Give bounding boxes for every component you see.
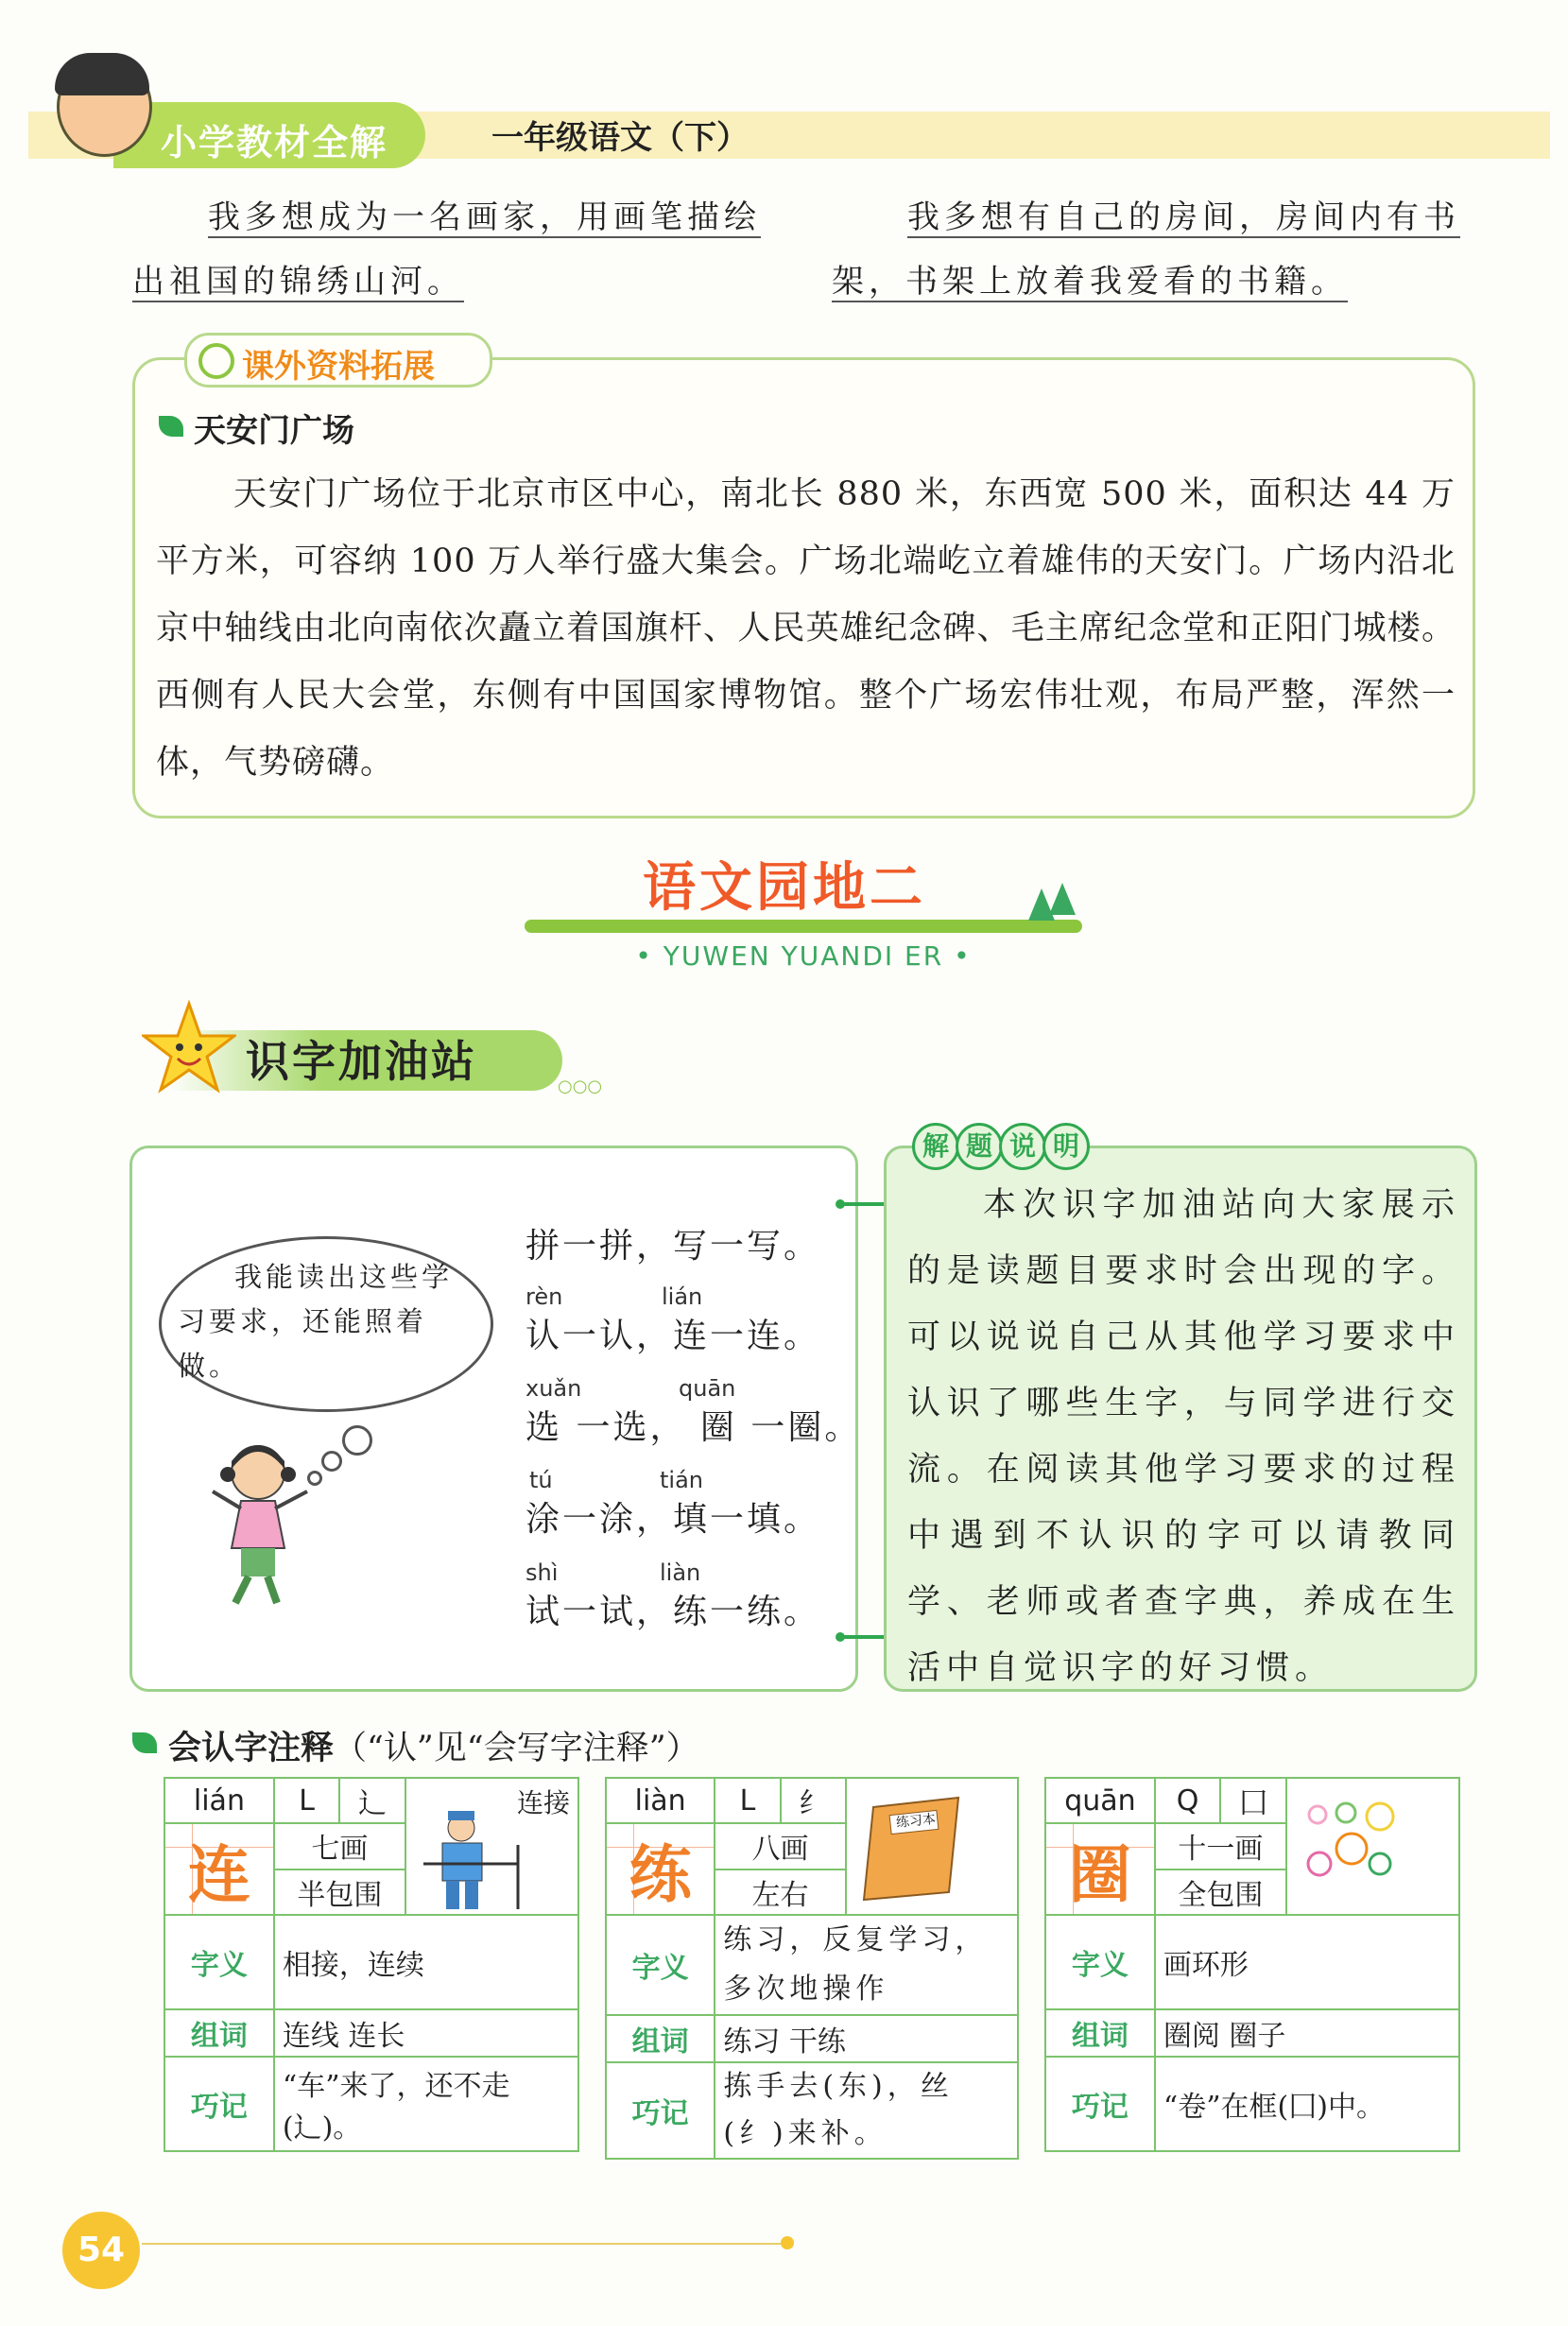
explanation-tab-char: 说 xyxy=(999,1123,1046,1170)
card-structure: 半包围 xyxy=(274,1869,405,1916)
section-subtitle: • YUWEN YUANDI ER • xyxy=(635,940,972,972)
connector-dot xyxy=(836,1632,845,1642)
extension-tab xyxy=(184,333,492,388)
card-image-label: 连接 xyxy=(516,1787,570,1818)
annotation-title-text: 会认字注释 xyxy=(168,1730,335,1767)
extension-body: 天安门广场位于北京市区中心，南北长 880 米，东西宽 500 米，面积达 44 万平方米，可容纳 100 万人举行盛大集会。广场北端屹立着雄伟的天安门。广场内沿北京中轴线由北向南依次矗立着国旗杆、人民英雄纪念碑、毛主席纪念堂和正阳门城楼。西侧有人民大会堂，东侧有中国国家博物馆。整个广场宏伟壮观，布局严整，浑然一体，气势磅礴。 xyxy=(156,475,1456,782)
card-image xyxy=(1286,1778,1459,1915)
card-structure: 左右 xyxy=(715,1869,845,1916)
section-title: 语文园地二 xyxy=(643,857,926,919)
pinyin-lian4: liàn xyxy=(660,1559,701,1586)
page-number: 54 xyxy=(62,2212,140,2289)
explanation-text: 本次识字加油站向大家展示的是读题目要求时会出现的字。可以说说自己从其他学习要求中认识了哪些生字，与同学进行交流。在阅读其他学习要求的过程中遇到不认识的字可以请教同学、老师或者查字典，养成在生活中自觉识字的好习惯。 xyxy=(907,1186,1460,1687)
extension-tab-label: 课外资料拓展 xyxy=(242,348,435,386)
series-tag xyxy=(113,102,425,168)
wish-left-text: 我多想成为一名画家，用画笔描绘出祖国的锦绣山河。 xyxy=(132,198,761,301)
card-words: 连线 连长 xyxy=(274,2009,578,2057)
card-char: 练 xyxy=(606,1823,715,1915)
practice-line: 涂一涂，填一填。 xyxy=(526,1500,821,1539)
label-words: 组词 xyxy=(606,2015,715,2062)
extension-title: 天安门广场 xyxy=(194,412,354,450)
series-title: 小学教材全解 xyxy=(161,122,388,164)
card-pinyin: liàn xyxy=(606,1778,715,1823)
card-initial: Q xyxy=(1155,1778,1221,1823)
footer-dot xyxy=(781,2236,794,2249)
pinyin-xuan: xuǎn xyxy=(526,1375,582,1402)
thought-bubble xyxy=(342,1425,372,1456)
worker-illustration-icon xyxy=(414,1807,527,1911)
wish-right xyxy=(832,185,1493,314)
label-words: 组词 xyxy=(164,2009,274,2057)
card-tip: “卷”在框(囗)中。 xyxy=(1155,2057,1459,2151)
label-meaning: 字义 xyxy=(164,1915,274,2009)
circles-illustration-icon xyxy=(1297,1798,1410,1902)
card-initial: L xyxy=(715,1778,780,1823)
wish-right-text: 我多想有自己的房间，房间内有书架，书架上放着我爱看的书籍。 xyxy=(832,198,1460,301)
pinyin-shi: shì xyxy=(526,1559,559,1586)
card-char: 圈 xyxy=(1045,1823,1155,1915)
card-radical: 囗 xyxy=(1220,1778,1286,1823)
annotation-note: （“认”见“会写字注释”） xyxy=(334,1730,699,1767)
card-structure: 全包围 xyxy=(1155,1869,1286,1916)
tree-icon xyxy=(1049,883,1076,915)
label-tip: 巧记 xyxy=(164,2057,274,2151)
card-strokes: 七画 xyxy=(274,1823,405,1869)
explanation-tab xyxy=(912,1123,1101,1170)
station-title: 识字加油站 xyxy=(246,1036,477,1087)
card-radical: 纟 xyxy=(781,1778,846,1823)
card-strokes: 十一画 xyxy=(1155,1823,1286,1869)
practice-line: 试一试，练一练。 xyxy=(526,1593,821,1631)
card-words: 圈阅 圈子 xyxy=(1155,2009,1459,2057)
section-underline xyxy=(525,920,1082,933)
thought-bubble xyxy=(321,1451,342,1472)
pinyin-tu: tú xyxy=(529,1467,553,1493)
label-tip: 巧记 xyxy=(1045,2057,1155,2151)
explanation-tab-char: 明 xyxy=(1042,1123,1090,1170)
thought-text: 我能读出这些学习要求，还能照着做。 xyxy=(178,1261,454,1382)
card-pinyin: lián xyxy=(164,1778,274,1823)
notebook-illustration-icon xyxy=(854,1788,968,1902)
grade-title: 一年级语文（下） xyxy=(491,119,749,157)
explanation-tab-char: 题 xyxy=(956,1123,1003,1170)
pinyin-tian: tián xyxy=(660,1467,703,1493)
card-image-label: 练习本 xyxy=(895,1811,937,1832)
card-meaning: 相接，连续 xyxy=(274,1915,578,2009)
card-strokes: 八画 xyxy=(715,1823,845,1869)
annotation-title xyxy=(168,1722,699,1769)
boy-hair-icon xyxy=(55,53,149,95)
ring-icon xyxy=(198,343,234,379)
star-icon xyxy=(142,1000,236,1094)
card-tip: 拣手去(东)，丝(纟)来补。 xyxy=(715,2062,1018,2159)
practice-line: 认一认，连一连。 xyxy=(526,1317,821,1355)
leaf-icon xyxy=(132,1732,157,1753)
card-tip: “车”来了，还不走(辶)。 xyxy=(274,2057,578,2151)
char-card-lian xyxy=(164,1777,579,2152)
card-char: 连 xyxy=(164,1823,274,1915)
dots-decoration: ○○○ xyxy=(558,1077,603,1096)
label-meaning: 字义 xyxy=(606,1915,715,2015)
practice-line: 选 一选， 圈 一圈。 xyxy=(526,1408,862,1447)
label-tip: 巧记 xyxy=(606,2062,715,2159)
practice-intro: 拼一拼，写一写。 xyxy=(526,1227,821,1266)
girl-illustration-icon xyxy=(203,1435,317,1610)
explanation-tab-char: 解 xyxy=(912,1123,959,1170)
char-card-quan xyxy=(1044,1777,1460,2152)
wish-left xyxy=(132,185,794,314)
card-words: 练习 干练 xyxy=(715,2015,1018,2062)
label-meaning: 字义 xyxy=(1045,1915,1155,2009)
char-card-lian4 xyxy=(605,1777,1019,2160)
label-words: 组词 xyxy=(1045,2009,1155,2057)
card-pinyin: quān xyxy=(1045,1778,1155,1823)
card-image xyxy=(405,1778,578,1915)
pinyin-lian: lián xyxy=(662,1284,703,1310)
connector-dot xyxy=(836,1199,845,1209)
card-initial: L xyxy=(274,1778,340,1823)
card-image xyxy=(846,1778,1018,1915)
footer-line xyxy=(142,2243,784,2245)
card-meaning: 练习，反复学习，多次地操作 xyxy=(715,1915,1018,2015)
pinyin-quan: quān xyxy=(679,1375,736,1402)
card-radical: 辶 xyxy=(339,1778,405,1823)
pinyin-ren: rèn xyxy=(526,1284,563,1310)
card-meaning: 画环形 xyxy=(1155,1915,1459,2009)
